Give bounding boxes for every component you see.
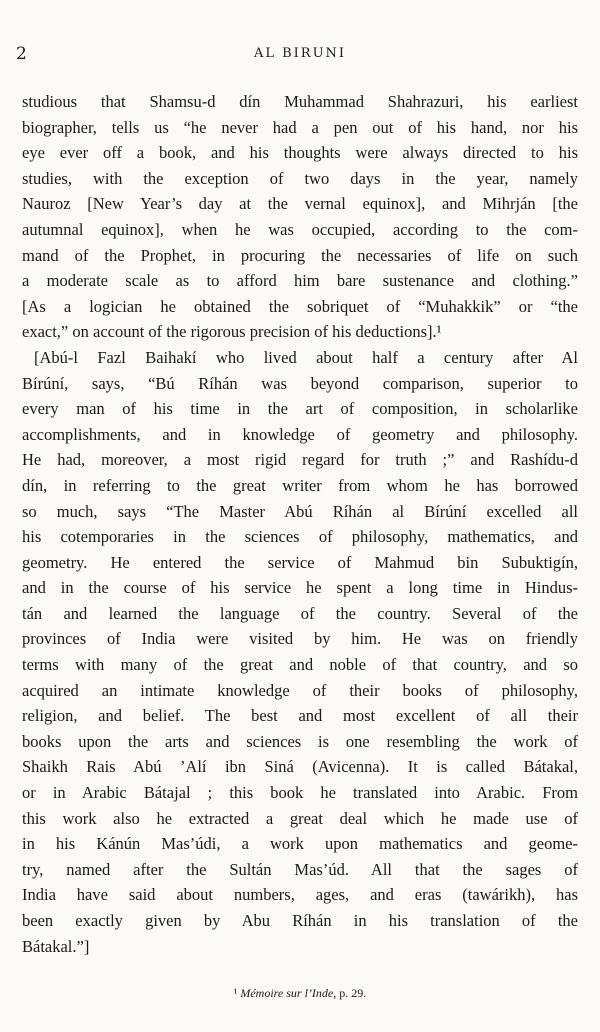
- text-line: been exactly given by Abu Ríhán in his translation of the: [22, 911, 578, 930]
- footnote-marker: ¹: [233, 986, 238, 1000]
- text-line: autumnal equinox], when he was occupied, according to the com-: [22, 219, 578, 239]
- text-line: a moderate scale as to afford him bare sustenance and clothing.”: [22, 271, 578, 291]
- text-line: studious that Shamsu-d dín Muhammad Shahrazuri, his earliest: [22, 92, 578, 111]
- text-line: acquired an intimate knowledge of their books of philosophy,: [22, 680, 578, 700]
- text-line: his cotemporaries in the sciences of philosophy, mathematics, and: [22, 527, 578, 547]
- text-line: Bírúní, says, “Bú Ríhán was beyond comparison, superior to: [22, 373, 578, 393]
- text-line: Nauroz [New Year’s day at the vernal equinox], and Mihrján [the: [22, 194, 578, 214]
- text-line: provinces of India were visited by him. He was on friendly: [22, 629, 578, 649]
- text-line: [Abú-l Fazl Baihakí who lived about half a century after Al: [34, 347, 578, 367]
- text-line: accomplishments, and in knowledge of geometry and philosophy.: [22, 424, 578, 444]
- text-line: this work also he extracted a great deal which he made use of: [22, 808, 578, 828]
- text-line: Bátakal.”]: [22, 936, 90, 956]
- text-line: so much, says “The Master Abú Ríhán al Bírúní excelled all: [22, 501, 578, 521]
- text-line: and in the course of his service he spent a long time in Hindus-: [22, 578, 578, 598]
- text-line: exact,” on account of the rigorous precision of his deductions].¹: [22, 322, 442, 342]
- text-line: eye ever off a book, and his thoughts were always directed to his: [22, 143, 578, 163]
- page-number: 2: [16, 44, 27, 64]
- text-line: biographer, tells us “he never had a pen out of his hand, nor his: [22, 117, 578, 137]
- text-line: [As a logician he obtained the sobriquet of “Muhakkik” or “the: [22, 296, 578, 316]
- text-line: religion, and belief. The best and most excellent of all their: [22, 706, 578, 726]
- text-line: geometry. He entered the service of Mahmud bin Subuktigín,: [22, 552, 578, 572]
- text-line: dín, in referring to the great writer from whom he has borrowed: [22, 475, 578, 495]
- text-line: He had, moreover, a most rigid regard for truth ;” and Rashídu-d: [22, 450, 578, 470]
- text-line: studies, with the exception of two days in the year, namely: [22, 168, 578, 188]
- text-line: India have said about numbers, ages, and eras (tawárikh), has: [22, 885, 578, 905]
- text-line: or in Arabic Bátajal ; this book he translated into Arabic. From: [22, 783, 578, 803]
- footnote-page-ref: , p. 29.: [333, 986, 367, 1000]
- text-line: Shaikh Rais Abú ’Alí ibn Siná (Avicenna). It is called Bátakal,: [22, 757, 578, 777]
- running-title: AL BIRUNI: [253, 46, 347, 61]
- text-line: try, named after the Sultán Mas’úd. All that the sages of: [22, 859, 578, 879]
- text-line: every man of his time in the art of composition, in scholarlike: [22, 399, 578, 419]
- text-line: books upon the arts and sciences is one resembling the work of: [22, 731, 578, 751]
- text-line: terms with many of the great and noble of that country, and so: [22, 655, 578, 675]
- body-text: [22, 89, 578, 959]
- text-line: mand of the Prophet, in procuring the necessaries of life on such: [22, 245, 578, 265]
- footnote-title: Mémoire sur l’Inde: [240, 986, 334, 1000]
- text-line: in his Kánún Mas’údi, a work upon mathematics and geome-: [22, 834, 578, 854]
- footnote: [0, 985, 600, 1001]
- text-line: tán and learned the language of the country. Several of the: [22, 603, 578, 623]
